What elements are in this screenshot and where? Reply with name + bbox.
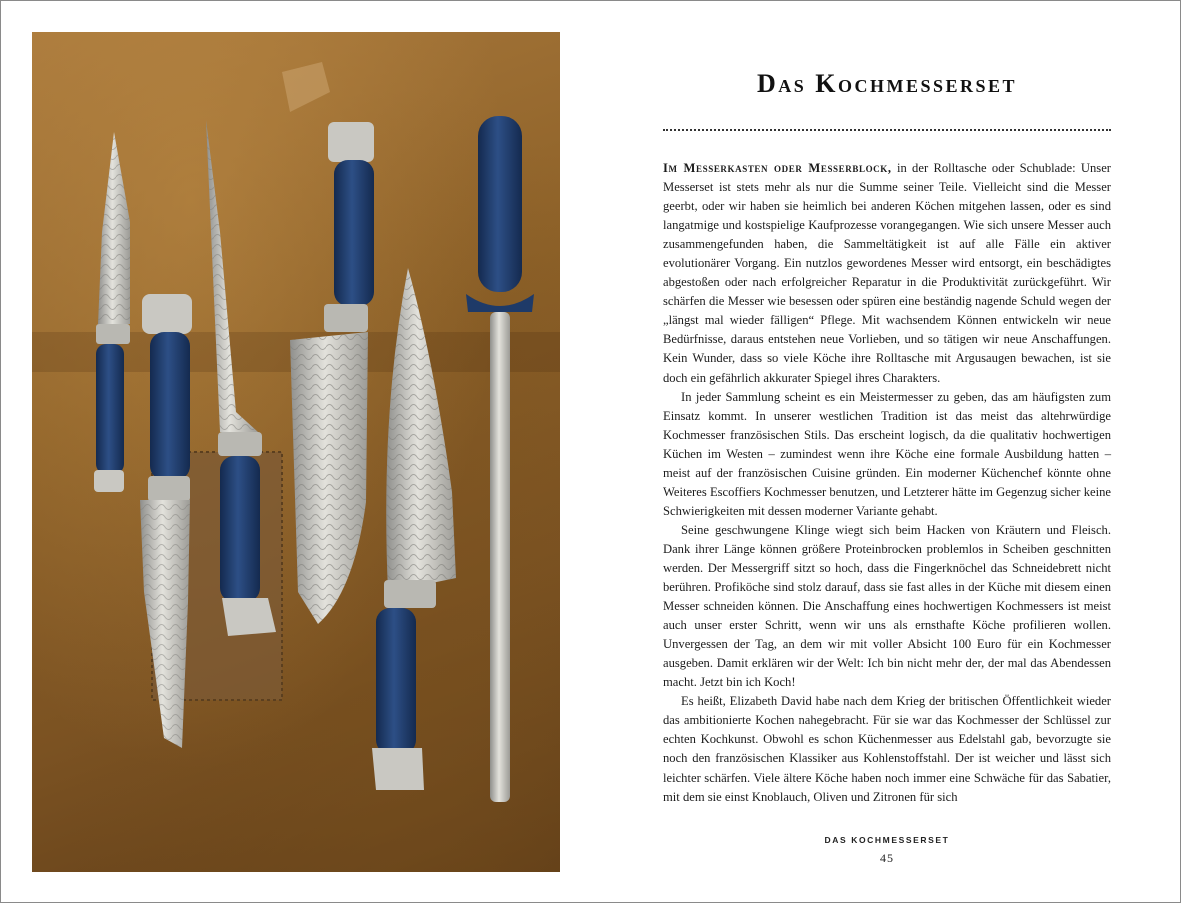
paring-knife — [94, 132, 130, 492]
knives-photo — [32, 32, 560, 872]
page-number: 45 — [880, 851, 894, 865]
running-head: DAS KOCHMESSERSET — [824, 835, 950, 845]
knives-illustration — [32, 32, 560, 872]
paragraph-3: Seine geschwungene Klinge wiegt sich beim Hacken von Kräutern und Fleisch. Dank ihrer Länge können größere Proteinbrocken problemlos in Scheiben geschnitten werden. Der Messergriff sitzt so hoch, dass die Fingerknöchel das Schneidebrett nicht berühren. Profiköche sind stolz darauf, dass sie fast alles in der Küche mit diesem einen Messer schneiden können. Die Anschaffung eines hochwertigen Kochmessers ist meist auch unser erster Schritt, wenn wir uns als ernsthafte Köche profilieren wollen. Unvergessen der Tag, an dem wir mit voller Absicht 100 Euro für ein Kochmesser ausgeben. Damit erklären wir der Welt: Ich bin nicht mehr der, der mal das Abendessen macht. Jetzt bin ich Koch! — [663, 522, 1111, 690]
paragraph-4: Es heißt, Elizabeth David habe nach dem Krieg der britischen Öffentlichkeit wieder das ambitionierte Kochen nahegebracht. Für sie war das Kochmesser der Schlüssel zur echten Kochkunst. Obwohl es schon Küchenmesser aus Edelstahl gab, bevorzugte sie noch den französischen Klassiker aus Kohlenstoffstahl. Der ist weicher und lässt sich leichter schärfen. Viele ältere Köche haben noch immer eine Schwäche für das Sabatier, mit dem sie einst Knoblauch, Oliven und Zitronen für sich — [663, 694, 1111, 804]
dotted-divider — [663, 129, 1111, 131]
paragraph-1 — [663, 159, 1111, 388]
body-text — [663, 159, 1111, 807]
honing-steel — [466, 116, 534, 802]
lead-in: Im Messerkasten oder Messerblock, — [663, 161, 892, 175]
chapter-title: Das Kochmesserset — [756, 69, 1018, 98]
canvas-scribble — [282, 62, 330, 112]
santoku-knife — [290, 122, 374, 624]
paragraph-1-text: in der Rolltasche oder Schublade: Unser Messerset ist stets mehr als nur die Summe seiner Teile. Vielleicht sind die Messer geerbt, oder wir haben sie heimlich bei anderen Köchen mitgehen lassen, oder es sind langatmige und kostspielige Kaufprozesse vorangegangen. Wie sich unsere Messer auch zusammengefunden haben, die Sammeltätigkeit ist auf alle Fälle ein aktiver evolutionärer Vorgang. Ein nutzlos gewordenes Messer wird entsorgt, ein beschädigtes abgestoßen oder nach erfolgreicher Reparatur in die Produktivität zurückgeführt. Wir schärfen die Messer wie besessen oder spüren eine beständig nagende Schuld wegen der „längst mal wieder fälligen“ Pflege. Mit wachsendem Können entwickeln wir neue Bedürfnisse, daraus entstehen neue Vorlieben, und so tätigen wir neue Anschaffungen. Kein Wunder, dass so viele Köche ihre Rolltasche mit Argusaugen bewachen, ist sie doch ein gefährlich akkurater Spiegel ihres Charakters. — [663, 161, 1111, 385]
paragraph-2: In jeder Sammlung scheint es ein Meistermesser zu geben, das am häufigsten zum Einsatz kommt. In unserer westlichen Tradition ist das meist das altehrwürdige Kochmesser französischen Stils. Das erscheint logisch, da die qualitativ hochwertigen Küchen im Westen – zumindest wenn ihre Köche eine formale Ausbildung hatten – meist auf der französischen Cuisine gründen. Ein moderner Küchenchef könnte ohne Weiteres Escoffiers Kochmesser benutzen, und Letzterer hätte im Gegenzug sicher keine Schwierigkeiten mit dessen moderner Variante gehabt. — [663, 389, 1111, 518]
